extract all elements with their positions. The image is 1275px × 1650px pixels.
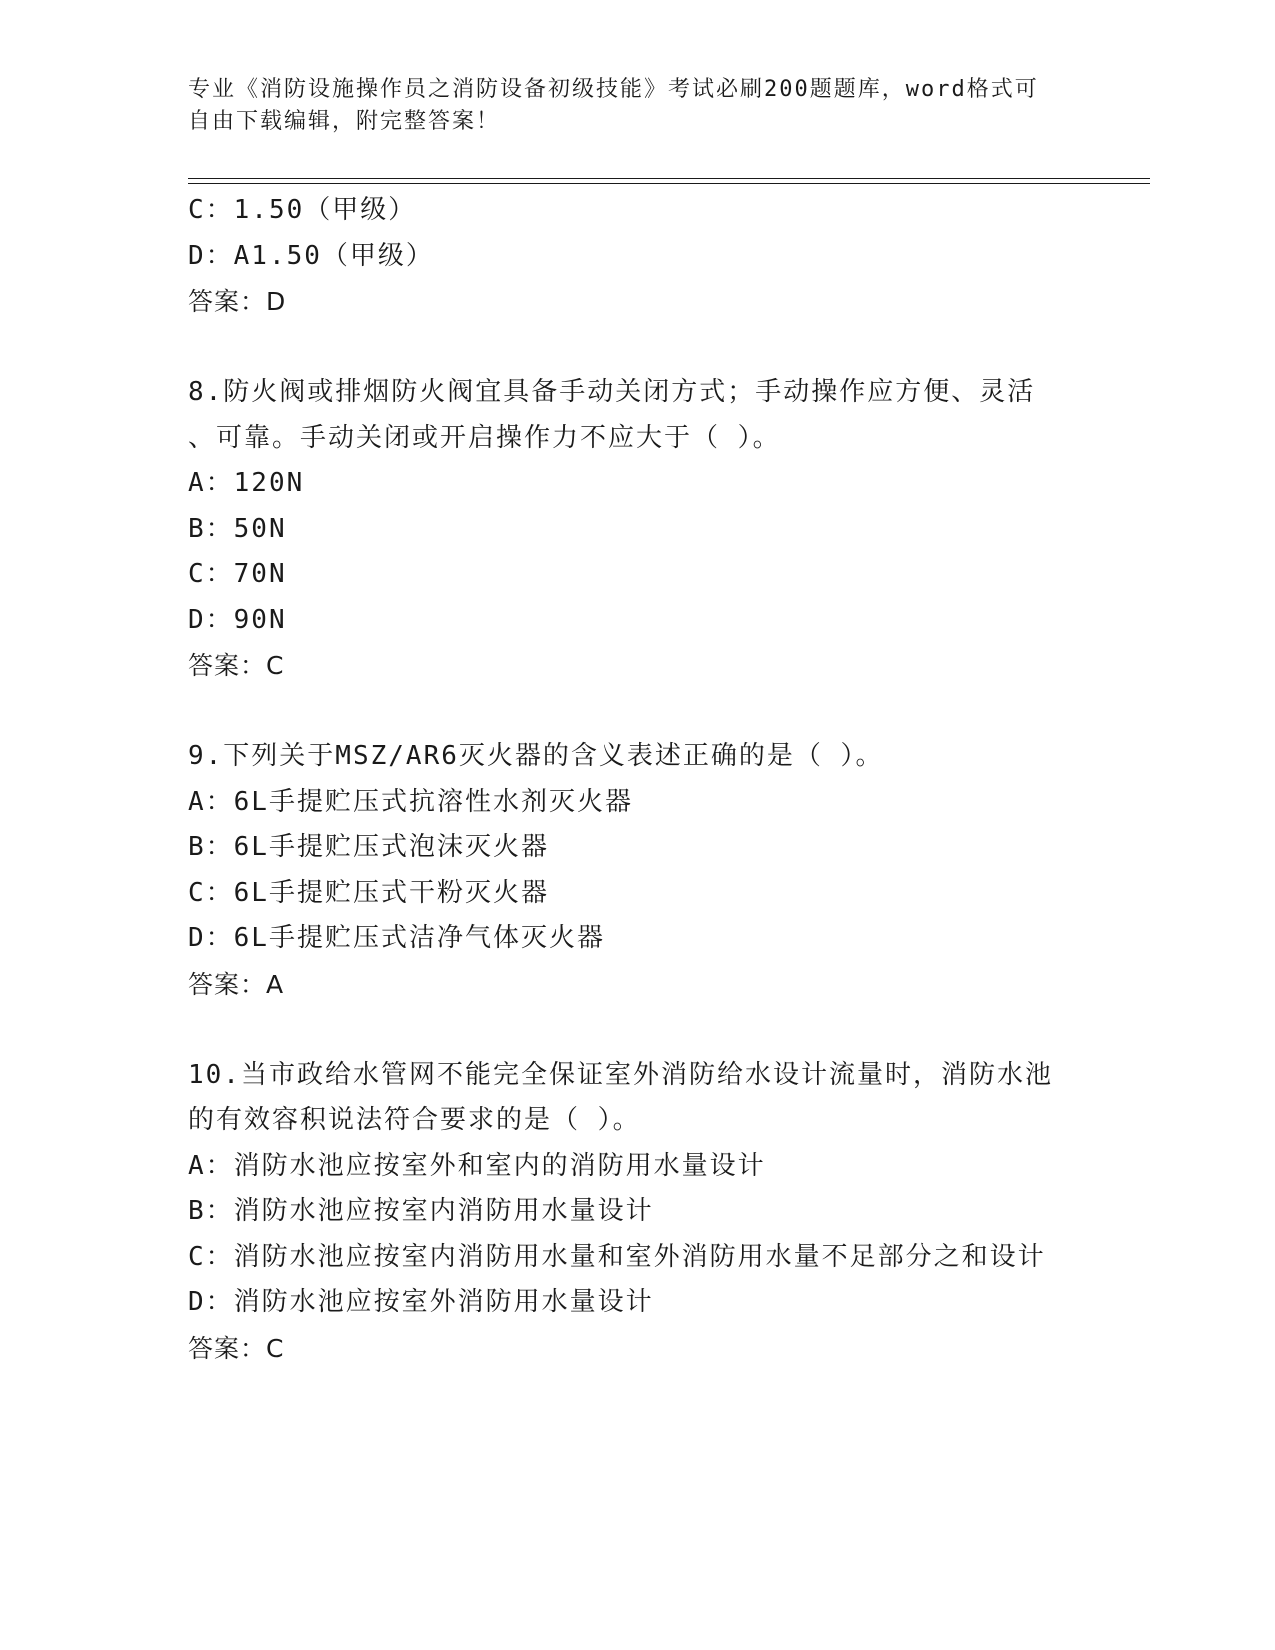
header-divider-top	[188, 178, 1150, 179]
option-d: D：90N	[188, 604, 287, 635]
option-d: D：消防水池应按室外消防用水量设计	[188, 1287, 654, 1317]
answer-label: 答案：C	[188, 651, 285, 680]
page-header	[188, 74, 1088, 138]
option-d: D：A1.50（甲级）	[188, 240, 434, 271]
question-stem-continued: 、可靠。手动关闭或开启操作力不应大于（ ）。	[188, 422, 781, 453]
question-stem: 10.当市政给水管网不能完全保证室外消防给水设计流量时，消防水池	[188, 1059, 1053, 1090]
header-line-1: 专业《消防设施操作员之消防设备初级技能》考试必刷200题题库，word格式可	[188, 77, 1039, 102]
question-10	[188, 1053, 1150, 1372]
question-7	[188, 188, 1150, 325]
option-c: C：70N	[188, 559, 287, 589]
header-divider-bottom	[188, 183, 1150, 184]
question-stem-continued: 的有效容积说法符合要求的是（ ）。	[188, 1105, 641, 1135]
option-c: C：1.50（甲级）	[188, 195, 417, 225]
answer-label: 答案：C	[188, 1333, 285, 1363]
question-8	[188, 370, 1150, 689]
answer-label: 答案：D	[188, 287, 287, 316]
option-c: C：6L手提贮压式干粉灭火器	[188, 877, 549, 908]
option-a: A：消防水池应按室外和室内的消防用水量设计	[188, 1150, 766, 1181]
option-c: C：消防水池应按室内消防用水量和室外消防用水量不足部分之和设计	[188, 1241, 1046, 1272]
option-a: A：120N	[188, 468, 305, 498]
question-stem: 8.防火阀或排烟防火阀宜具备手动关闭方式；手动操作应方便、灵活	[188, 377, 1036, 407]
spacer	[188, 325, 1150, 371]
option-a: A：6L手提贮压式抗溶性水剂灭火器	[188, 786, 633, 817]
answer-label: 答案：A	[188, 969, 285, 999]
option-b: B：6L手提贮压式泡沫灭火器	[188, 832, 549, 862]
spacer	[188, 689, 1150, 735]
header-line-2: 自由下载编辑，附完整答案！	[188, 109, 501, 134]
question-list	[188, 188, 1150, 1371]
option-b: B：50N	[188, 513, 287, 544]
option-b: B：消防水池应按室内消防用水量设计	[188, 1196, 654, 1226]
question-9	[188, 734, 1150, 1007]
spacer	[188, 1007, 1150, 1053]
option-d: D：6L手提贮压式洁净气体灭火器	[188, 923, 605, 953]
question-stem: 9.下列关于MSZ/AR6灭火器的含义表述正确的是（ ）。	[188, 741, 884, 771]
